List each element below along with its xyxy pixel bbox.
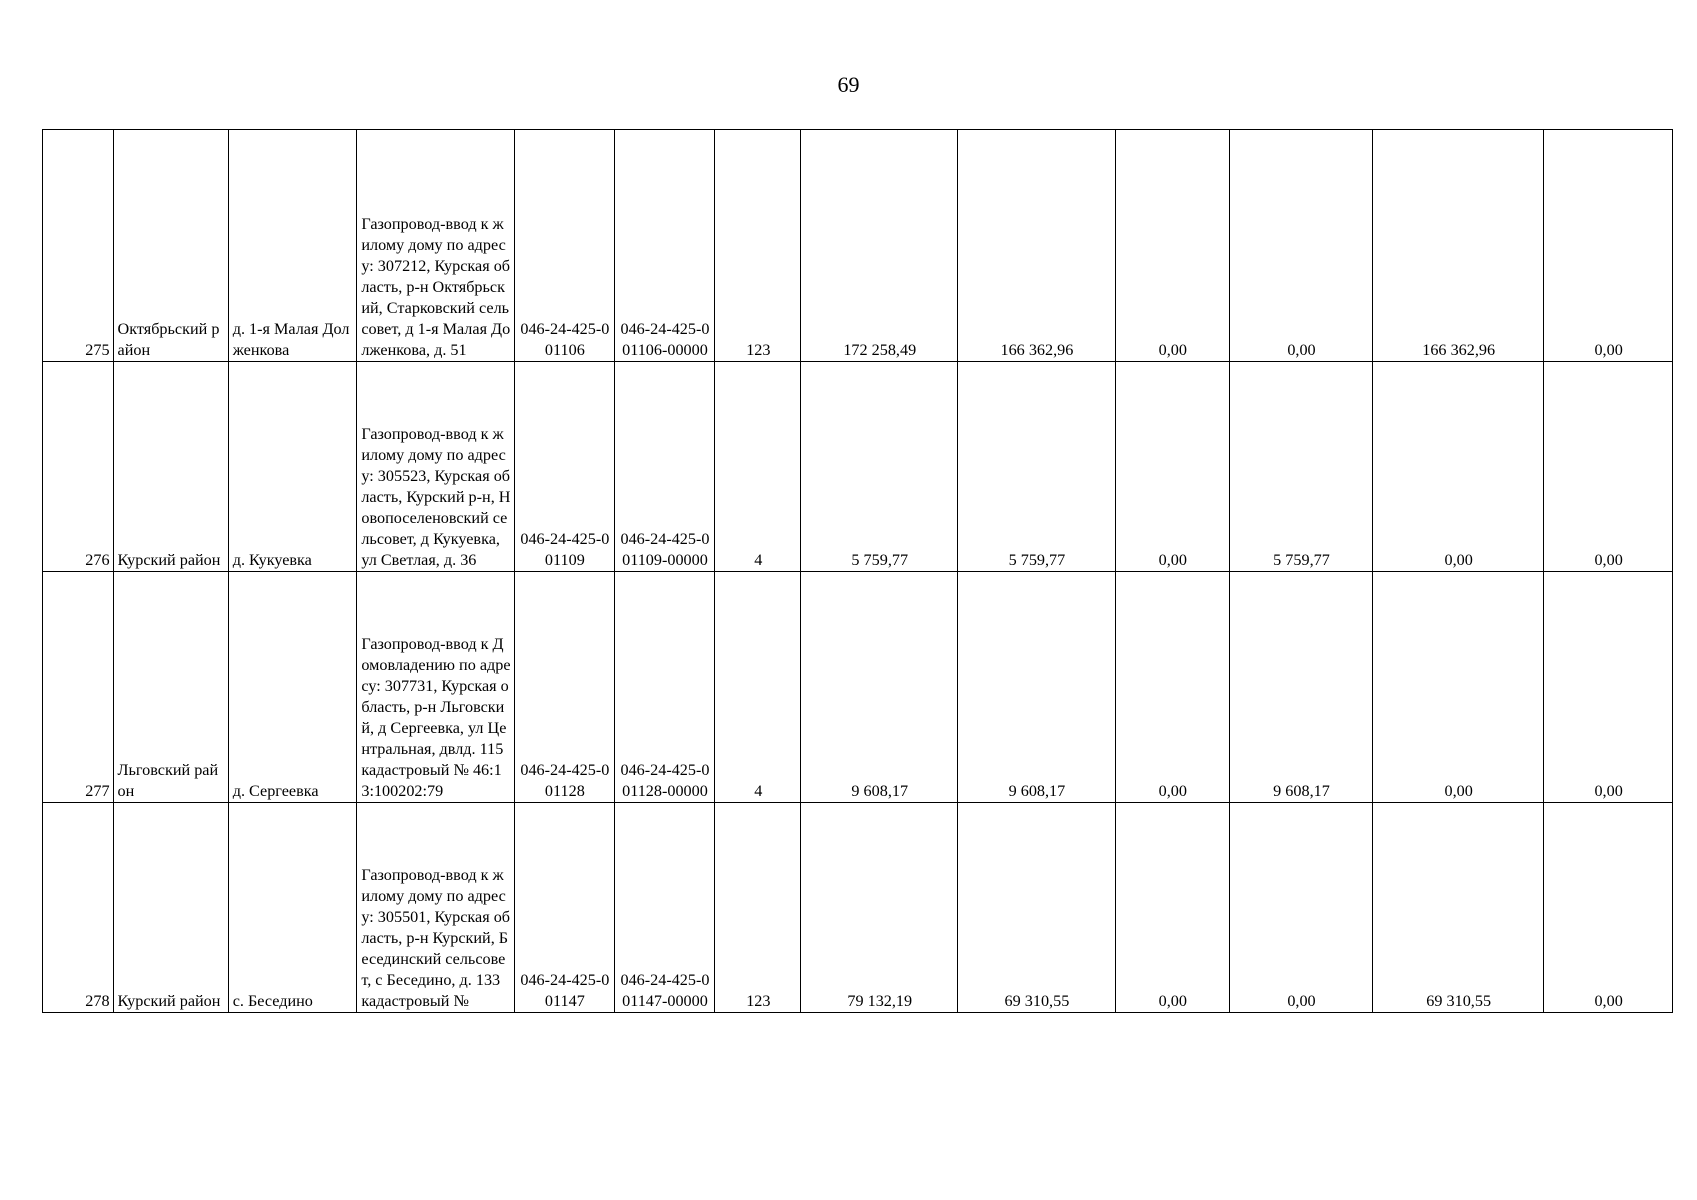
value-cell-2: 9 608,17	[958, 572, 1116, 803]
value-cell-2: 166 362,96	[958, 130, 1116, 362]
value-cell-5: 0,00	[1373, 362, 1544, 572]
locality-cell: д. 1-я Малая Долженкова	[228, 130, 357, 362]
inventory-code-cell: 046-24-425-001147-00000	[614, 803, 715, 1013]
value-cell-4: 9 608,17	[1229, 572, 1372, 803]
inventory-code-cell: 046-24-425-001106-00000	[614, 130, 715, 362]
table-row	[43, 362, 1673, 572]
value-cell-3: 0,00	[1115, 803, 1229, 1013]
value-cell-6: 0,00	[1544, 572, 1673, 803]
value-cell-3: 0,00	[1115, 130, 1229, 362]
value-cell-2: 69 310,55	[958, 803, 1116, 1013]
value-cell-1: 79 132,19	[801, 803, 958, 1013]
value-cell-1: 172 258,49	[801, 130, 958, 362]
value-cell-3: 0,00	[1115, 362, 1229, 572]
district-cell: Курский район	[113, 803, 228, 1013]
value-cell-1: 5 759,77	[801, 362, 958, 572]
code-cell: 046-24-425-001109	[515, 362, 615, 572]
value-cell-5: 166 362,96	[1373, 130, 1544, 362]
description-cell: Газопровод-ввод к жилому дому по адресу: 305501, Курская область, р-н Курский, Бесединский сельсовет, с Беседино, д. 133 кадастровый №	[357, 803, 515, 1013]
value-cell-6: 0,00	[1544, 362, 1673, 572]
row-index: 275	[43, 130, 114, 362]
value-cell-4: 0,00	[1229, 803, 1372, 1013]
description-cell: Газопровод-ввод к жилому дому по адресу: 307212, Курская область, р-н Октябрьский, Старковский сельсовет, д 1-я Малая Долженкова, д. 51	[357, 130, 515, 362]
value-cell-4: 0,00	[1229, 130, 1372, 362]
code-cell: 046-24-425-001147	[515, 803, 615, 1013]
value-cell-6: 0,00	[1544, 130, 1673, 362]
district-cell: Октябрьский район	[113, 130, 228, 362]
district-cell: Льговский район	[113, 572, 228, 803]
description-cell: Газопровод-ввод к Домовладению по адресу: 307731, Курская область, р-н Льговский, д Сергеевка, ул Центральная, двлд. 115 кадастровый № 46:13:100202:79	[357, 572, 515, 803]
table-row	[43, 803, 1673, 1013]
value-cell-5: 0,00	[1373, 572, 1544, 803]
table-row	[43, 130, 1673, 362]
value-cell-2: 5 759,77	[958, 362, 1116, 572]
description-cell: Газопровод-ввод к жилому дому по адресу: 305523, Курская область, Курский р-н, Новопоселеновский сельсовет, д Кукуевка, ул Светлая, д. 36	[357, 362, 515, 572]
quantity-cell: 123	[715, 803, 801, 1013]
quantity-cell: 123	[715, 130, 801, 362]
locality-cell: с. Беседино	[228, 803, 357, 1013]
value-cell-6: 0,00	[1544, 803, 1673, 1013]
value-cell-3: 0,00	[1115, 572, 1229, 803]
district-cell: Курский район	[113, 362, 228, 572]
page-number: 69	[837, 72, 860, 97]
row-index: 277	[43, 572, 114, 803]
value-cell-4: 5 759,77	[1229, 362, 1372, 572]
quantity-cell: 4	[715, 362, 801, 572]
code-cell: 046-24-425-001106	[515, 130, 615, 362]
objects-table	[42, 129, 1673, 1013]
code-cell: 046-24-425-001128	[515, 572, 615, 803]
value-cell-1: 9 608,17	[801, 572, 958, 803]
inventory-code-cell: 046-24-425-001109-00000	[614, 362, 715, 572]
locality-cell: д. Кукуевка	[228, 362, 357, 572]
value-cell-5: 69 310,55	[1373, 803, 1544, 1013]
table-row	[43, 572, 1673, 803]
inventory-code-cell: 046-24-425-001128-00000	[614, 572, 715, 803]
row-index: 278	[43, 803, 114, 1013]
locality-cell: д. Сергеевка	[228, 572, 357, 803]
row-index: 276	[43, 362, 114, 572]
quantity-cell: 4	[715, 572, 801, 803]
